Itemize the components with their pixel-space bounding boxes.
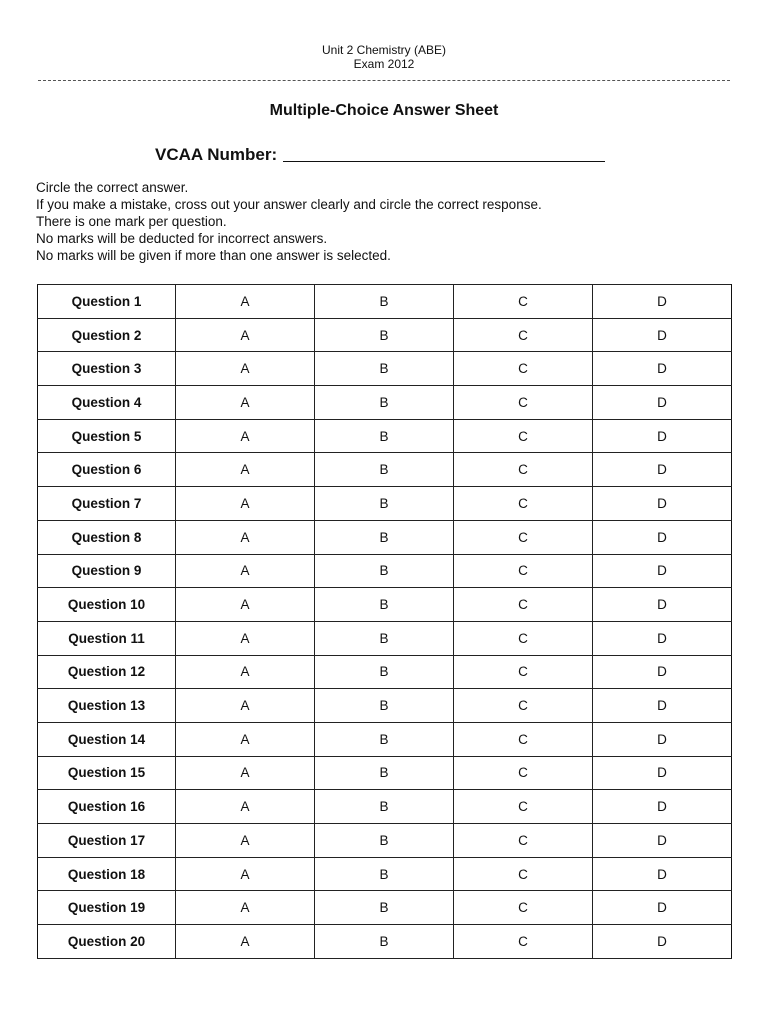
- answer-option-b[interactable]: B: [315, 318, 454, 352]
- table-row: [38, 621, 732, 655]
- table-row: [38, 352, 732, 386]
- answer-option-a[interactable]: A: [176, 386, 315, 420]
- answer-option-d[interactable]: D: [593, 824, 732, 858]
- question-label: Question 13: [38, 689, 176, 723]
- table-row: [38, 386, 732, 420]
- question-label: Question 16: [38, 790, 176, 824]
- table-row: [38, 655, 732, 689]
- answer-option-d[interactable]: D: [593, 419, 732, 453]
- vcaa-number-field[interactable]: [283, 161, 605, 162]
- answer-option-c[interactable]: C: [454, 588, 593, 622]
- answer-option-c[interactable]: C: [454, 419, 593, 453]
- question-label: Question 1: [38, 285, 176, 319]
- answer-option-b[interactable]: B: [315, 487, 454, 521]
- table-row: [38, 722, 732, 756]
- answer-option-d[interactable]: D: [593, 588, 732, 622]
- table-row: [38, 857, 732, 891]
- instruction-line: Circle the correct answer.: [36, 180, 189, 195]
- instruction-line: There is one mark per question.: [36, 214, 227, 229]
- question-label: Question 12: [38, 655, 176, 689]
- answer-option-b[interactable]: B: [315, 824, 454, 858]
- question-label: Question 10: [38, 588, 176, 622]
- dashed-divider: [38, 80, 730, 81]
- question-label: Question 2: [38, 318, 176, 352]
- table-row: [38, 419, 732, 453]
- instruction-line: No marks will be deducted for incorrect answers.: [36, 231, 328, 246]
- question-label: Question 3: [38, 352, 176, 386]
- question-label: Question 17: [38, 824, 176, 858]
- answer-option-d[interactable]: D: [593, 689, 732, 723]
- answer-option-a[interactable]: A: [176, 790, 315, 824]
- answer-option-a[interactable]: A: [176, 588, 315, 622]
- answer-option-a[interactable]: A: [176, 655, 315, 689]
- answer-option-d[interactable]: D: [593, 520, 732, 554]
- answer-option-d[interactable]: D: [593, 554, 732, 588]
- answer-option-b[interactable]: B: [315, 588, 454, 622]
- answer-option-d[interactable]: D: [593, 318, 732, 352]
- table-row: [38, 756, 732, 790]
- instruction-line: If you make a mistake, cross out your answer clearly and circle the correct response.: [36, 197, 542, 212]
- question-label: Question 14: [38, 722, 176, 756]
- answer-option-c[interactable]: C: [454, 756, 593, 790]
- answer-option-a[interactable]: A: [176, 722, 315, 756]
- answer-option-c[interactable]: C: [454, 655, 593, 689]
- answer-table-body: [38, 285, 732, 959]
- page-title: Multiple-Choice Answer Sheet: [269, 102, 499, 119]
- answer-option-c[interactable]: C: [454, 285, 593, 319]
- answer-option-d[interactable]: D: [593, 386, 732, 420]
- answer-option-c[interactable]: C: [454, 891, 593, 925]
- vcaa-number-label: VCAA Number:: [155, 145, 278, 164]
- table-row: [38, 520, 732, 554]
- answer-option-c[interactable]: C: [454, 925, 593, 959]
- answer-option-a[interactable]: A: [176, 285, 315, 319]
- answer-option-c[interactable]: C: [454, 487, 593, 521]
- question-label: Question 5: [38, 419, 176, 453]
- answer-option-c[interactable]: C: [454, 621, 593, 655]
- table-row: [38, 285, 732, 319]
- answer-option-b[interactable]: B: [315, 453, 454, 487]
- answer-option-b[interactable]: B: [315, 655, 454, 689]
- answer-option-c[interactable]: C: [454, 386, 593, 420]
- answer-option-c[interactable]: C: [454, 352, 593, 386]
- answer-option-a[interactable]: A: [176, 520, 315, 554]
- table-row: [38, 891, 732, 925]
- answer-option-d[interactable]: D: [593, 756, 732, 790]
- vcaa-number-row: [155, 143, 605, 165]
- answer-option-b[interactable]: B: [315, 891, 454, 925]
- header-course: Unit 2 Chemistry (ABE): [321, 43, 447, 57]
- table-row: [38, 925, 732, 959]
- answer-option-d[interactable]: D: [593, 487, 732, 521]
- answer-option-b[interactable]: B: [315, 386, 454, 420]
- page-header: [0, 43, 768, 71]
- answer-option-b[interactable]: B: [315, 689, 454, 723]
- table-row: [38, 554, 732, 588]
- question-label: Question 8: [38, 520, 176, 554]
- table-row: [38, 689, 732, 723]
- answer-option-d[interactable]: D: [593, 790, 732, 824]
- answer-option-c[interactable]: C: [454, 554, 593, 588]
- answer-option-c[interactable]: C: [454, 520, 593, 554]
- answer-option-a[interactable]: A: [176, 318, 315, 352]
- table-row: [38, 824, 732, 858]
- table-row: [38, 487, 732, 521]
- question-label: Question 19: [38, 891, 176, 925]
- answer-option-b[interactable]: B: [315, 790, 454, 824]
- answer-option-a[interactable]: A: [176, 453, 315, 487]
- table-row: [38, 453, 732, 487]
- answer-option-c[interactable]: C: [454, 857, 593, 891]
- answer-option-d[interactable]: D: [593, 655, 732, 689]
- instruction-line: No marks will be given if more than one answer is selected.: [36, 248, 391, 263]
- answer-option-a[interactable]: A: [176, 824, 315, 858]
- table-row: [38, 318, 732, 352]
- question-label: Question 7: [38, 487, 176, 521]
- answer-option-c[interactable]: C: [454, 453, 593, 487]
- answer-option-d[interactable]: D: [593, 891, 732, 925]
- answer-option-a[interactable]: A: [176, 857, 315, 891]
- answer-option-c[interactable]: C: [454, 722, 593, 756]
- table-row: [38, 790, 732, 824]
- answer-option-c[interactable]: C: [454, 790, 593, 824]
- answer-option-a[interactable]: A: [176, 925, 315, 959]
- answer-option-c[interactable]: C: [454, 689, 593, 723]
- header-exam: Exam 2012: [353, 57, 415, 71]
- answer-option-d[interactable]: D: [593, 857, 732, 891]
- answer-option-b[interactable]: B: [315, 285, 454, 319]
- answer-option-a[interactable]: A: [176, 554, 315, 588]
- answer-option-d[interactable]: D: [593, 722, 732, 756]
- answer-option-a[interactable]: A: [176, 419, 315, 453]
- answer-option-a[interactable]: A: [176, 891, 315, 925]
- answer-option-b[interactable]: B: [315, 621, 454, 655]
- answer-table: [37, 284, 732, 959]
- question-label: Question 18: [38, 857, 176, 891]
- answer-option-b[interactable]: B: [315, 925, 454, 959]
- instructions: [36, 179, 542, 264]
- answer-option-a[interactable]: A: [176, 352, 315, 386]
- table-row: [38, 588, 732, 622]
- question-label: Question 4: [38, 386, 176, 420]
- question-label: Question 15: [38, 756, 176, 790]
- answer-option-a[interactable]: A: [176, 756, 315, 790]
- answer-option-b[interactable]: B: [315, 857, 454, 891]
- answer-option-a[interactable]: A: [176, 621, 315, 655]
- answer-option-d[interactable]: D: [593, 285, 732, 319]
- answer-option-d[interactable]: D: [593, 352, 732, 386]
- answer-option-d[interactable]: D: [593, 453, 732, 487]
- answer-option-a[interactable]: A: [176, 487, 315, 521]
- answer-option-c[interactable]: C: [454, 318, 593, 352]
- answer-option-a[interactable]: A: [176, 689, 315, 723]
- answer-option-d[interactable]: D: [593, 621, 732, 655]
- answer-option-b[interactable]: B: [315, 756, 454, 790]
- answer-option-b[interactable]: B: [315, 352, 454, 386]
- question-label: Question 11: [38, 621, 176, 655]
- answer-option-b[interactable]: B: [315, 419, 454, 453]
- question-label: Question 6: [38, 453, 176, 487]
- answer-option-b[interactable]: B: [315, 520, 454, 554]
- question-label: Question 20: [38, 925, 176, 959]
- question-label: Question 9: [38, 554, 176, 588]
- answer-option-b[interactable]: B: [315, 554, 454, 588]
- answer-option-c[interactable]: C: [454, 824, 593, 858]
- answer-option-b[interactable]: B: [315, 722, 454, 756]
- answer-option-d[interactable]: D: [593, 925, 732, 959]
